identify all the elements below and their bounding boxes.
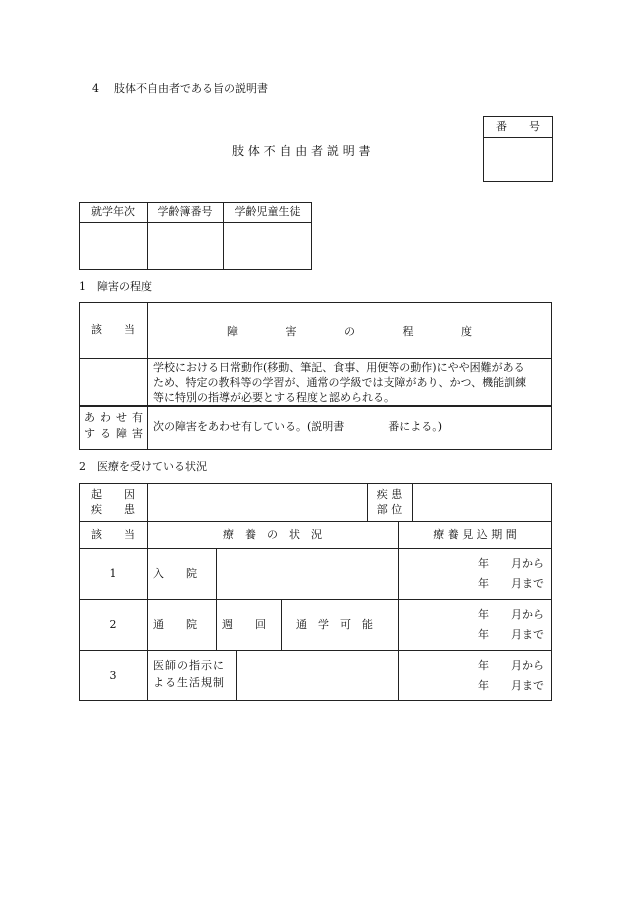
section1-heading: 1 障害の程度 — [79, 280, 152, 293]
row3-label-line1: 医師の指示に — [153, 659, 225, 672]
document-title: 肢 体 不 自 由 者 説 明 書 — [232, 144, 371, 158]
row1-period-to: 年 月まで — [478, 577, 544, 590]
degree-text-line3: 等に特別の指導が必要とする程度と認められる。 — [153, 391, 395, 404]
number-label: 番 号 — [496, 120, 540, 133]
row1-number: 1 — [109, 567, 117, 580]
row2-period-to: 年 月まで — [478, 628, 544, 641]
section-number: 4 — [92, 82, 99, 95]
header-school-year: 就学年次 — [91, 205, 135, 218]
section2-heading: 2 医療を受けている状況 — [79, 460, 207, 473]
site-label-line2: 部 位 — [376, 503, 403, 516]
row3-period-from: 年 月から — [478, 659, 544, 672]
col-status: 療 養 の 状 況 — [223, 528, 322, 541]
col-applicable-2: 該 当 — [91, 528, 135, 541]
row3-period-to: 年 月まで — [478, 679, 544, 692]
row3-number: 3 — [109, 669, 117, 682]
row2-week: 週 回 — [222, 618, 266, 631]
row1-label: 入 院 — [153, 567, 197, 580]
document-heading: 肢体不自由者である旨の説明書 — [114, 82, 268, 95]
row2-period-from: 年 月から — [478, 608, 544, 621]
cause-label-line1: 起 因 — [91, 488, 135, 501]
row1-period-from: 年 月から — [478, 557, 544, 570]
col-degree-header: 障 害 の 程 度 — [227, 325, 472, 338]
combined-label-line2: する障害 — [84, 427, 148, 440]
header-register-number: 学齢簿番号 — [157, 205, 213, 218]
site-label-line1: 疾 患 — [376, 488, 403, 501]
col-period: 療 養 見 込 期 間 — [433, 528, 517, 541]
row2-number: 2 — [109, 618, 117, 631]
row2-commute: 通 学 可 能 — [296, 618, 373, 631]
combined-label-line1: あわせ有 — [84, 411, 148, 424]
degree-text-line2: ため、特定の教科等の学習が、通常の学級では支障があり、かつ、機能訓練 — [153, 376, 527, 389]
row3-label-line2: よる生活規制 — [153, 676, 225, 689]
row2-label: 通 院 — [153, 618, 197, 631]
col-applicable: 該 当 — [91, 323, 135, 336]
cause-label-line2: 疾 患 — [91, 503, 135, 516]
combined-text: 次の障害をあわせ有している。(説明書 番による。) — [153, 420, 443, 433]
header-student: 学齢児童生徒 — [234, 205, 301, 218]
degree-text-line1: 学校における日常動作(移動、筆記、食事、用便等の動作)にやや困難がある — [153, 361, 525, 374]
